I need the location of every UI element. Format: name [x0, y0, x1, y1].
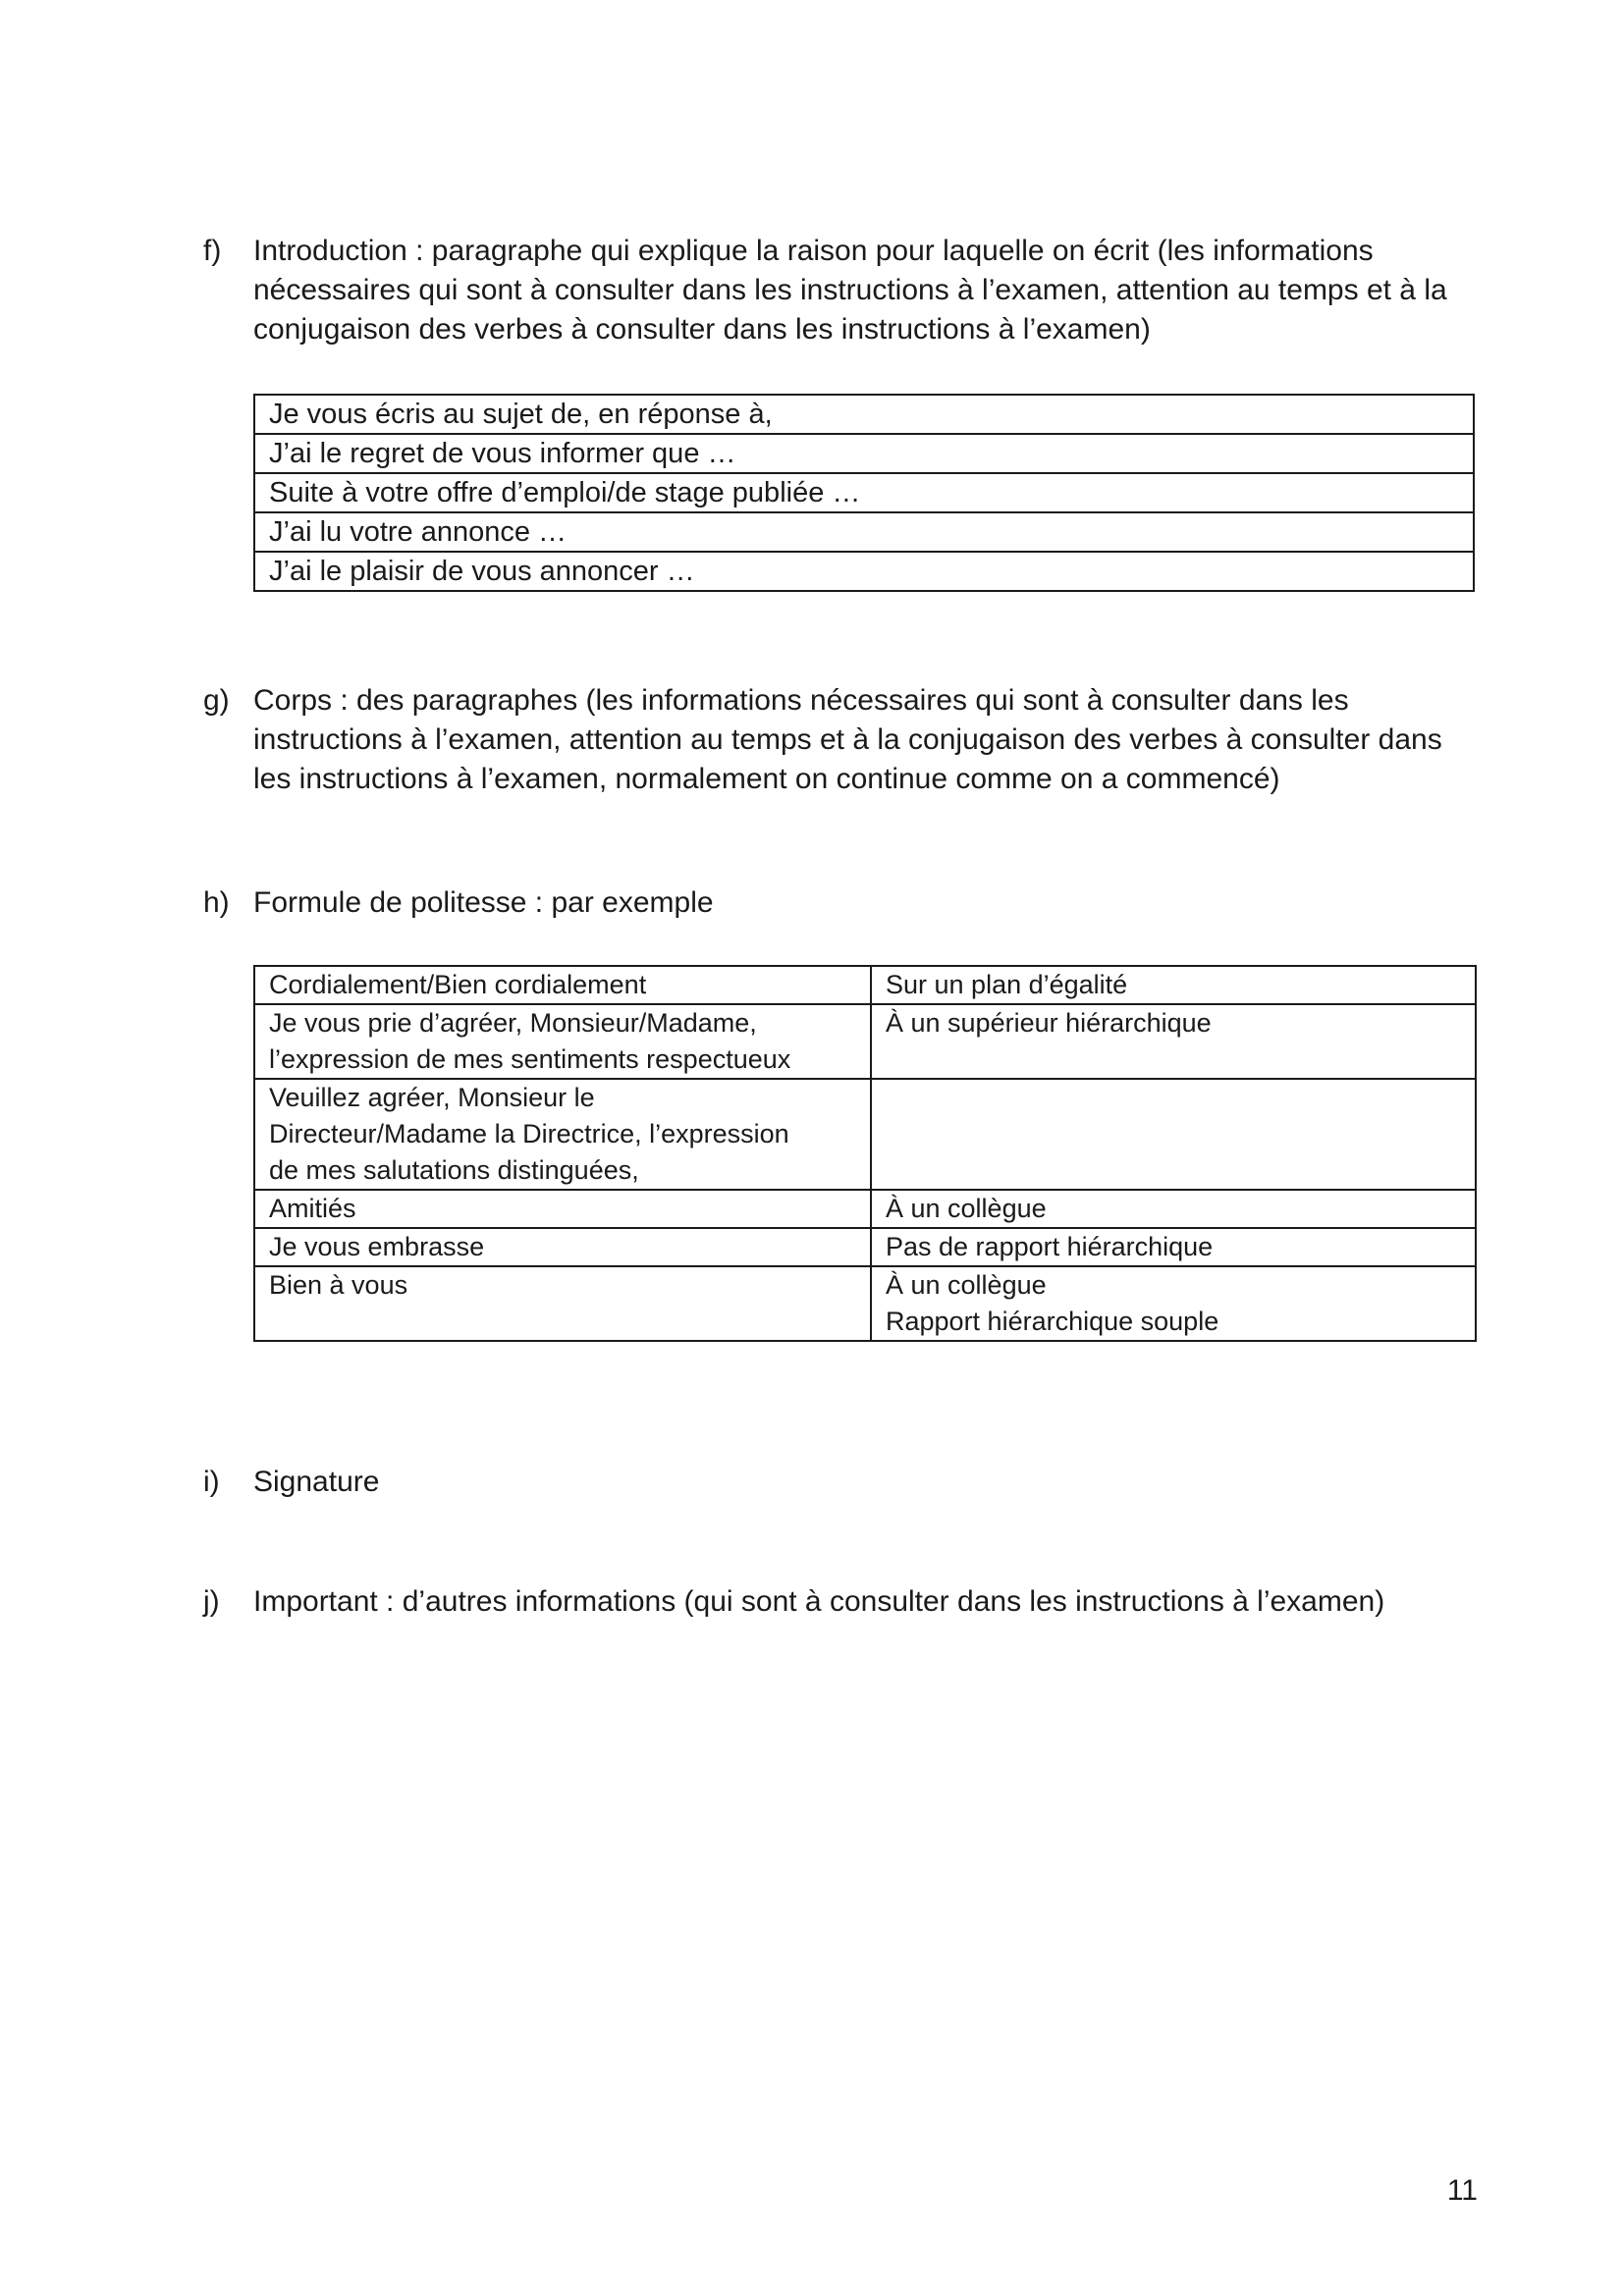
phrase-cell: Je vous écris au sujet de, en réponse à,	[254, 395, 1474, 434]
introduction-phrases-table	[253, 394, 1475, 592]
formule-text: Je vous embrasse	[269, 1232, 485, 1261]
section-i-text: Signature	[253, 1466, 380, 1498]
usage-cell	[871, 1266, 1476, 1341]
formule-cell	[254, 1228, 871, 1266]
usage-text: À un collègue	[886, 1194, 1047, 1223]
section-j-marker: j)	[203, 1585, 220, 1618]
section-g-line: instructions à l’examen, attention au temps et à la conjugaison des verbes à consulter dans	[253, 723, 1442, 756]
table-row	[254, 1004, 1476, 1079]
formule-text: Amitiés	[269, 1194, 356, 1223]
table-row	[254, 512, 1474, 552]
usage-cell	[871, 966, 1476, 1004]
formule-cell	[254, 1266, 871, 1341]
formule-text: Je vous prie d’agréer, Monsieur/Madame,	[269, 1008, 757, 1038]
phrase-cell: J’ai le regret de vous informer que …	[254, 434, 1474, 473]
phrase-cell: J’ai lu votre annonce …	[254, 512, 1474, 552]
section-i-marker: i)	[203, 1466, 220, 1498]
usage-cell	[871, 1004, 1476, 1079]
formule-text: Directeur/Madame la Directrice, l’expression	[269, 1119, 789, 1148]
formule-cell	[254, 1190, 871, 1228]
usage-cell	[871, 1228, 1476, 1266]
usage-text: Sur un plan d’égalité	[886, 970, 1128, 999]
formule-cell	[254, 1004, 871, 1079]
table-row	[254, 1228, 1476, 1266]
page-number: 11	[1446, 2174, 1478, 2207]
table-row	[254, 473, 1474, 512]
section-g-line: Corps : des paragraphes (les informations nécessaires qui sont à consulter dans les	[253, 684, 1349, 717]
phrase-cell: Suite à votre offre d’emploi/de stage publiée …	[254, 473, 1474, 512]
table-row	[254, 1079, 1476, 1190]
section-f-text	[253, 232, 1486, 349]
table-row	[254, 1190, 1476, 1228]
formule-text: l’expression de mes sentiments respectueux	[269, 1044, 791, 1074]
usage-text: À un supérieur hiérarchique	[886, 1008, 1212, 1038]
usage-text: Pas de rapport hiérarchique	[886, 1232, 1214, 1261]
section-g-line: les instructions à l’examen, normalement on continue comme on a commencé)	[253, 763, 1280, 795]
section-f-marker: f)	[203, 235, 222, 267]
table-row	[254, 1266, 1476, 1341]
usage-cell	[871, 1079, 1476, 1190]
formule-cell	[254, 1079, 871, 1190]
usage-text: Rapport hiérarchique souple	[886, 1307, 1219, 1336]
table-row	[254, 966, 1476, 1004]
section-h-text: Formule de politesse : par exemple	[253, 886, 714, 919]
section-h-marker: h)	[203, 886, 230, 919]
usage-text: À un collègue	[886, 1270, 1047, 1300]
table-row	[254, 434, 1474, 473]
section-f-line: Introduction : paragraphe qui explique la raison pour laquelle on écrit (les informations	[253, 235, 1374, 267]
table-row	[254, 395, 1474, 434]
formule-text: Veuillez agréer, Monsieur le	[269, 1083, 595, 1112]
phrase-cell: J’ai le plaisir de vous annoncer …	[254, 552, 1474, 591]
table-row	[254, 552, 1474, 591]
section-f-line: conjugaison des verbes à consulter dans les instructions à l’examen)	[253, 313, 1151, 346]
formule-cell	[254, 966, 871, 1004]
section-j-text: Important : d’autres informations (qui sont à consulter dans les instructions à l’examen)	[253, 1585, 1385, 1618]
section-g-marker: g)	[203, 684, 230, 717]
usage-cell	[871, 1190, 1476, 1228]
section-g-text	[253, 681, 1486, 799]
formule-text: Cordialement/Bien cordialement	[269, 970, 647, 999]
politesse-table	[253, 965, 1477, 1342]
formule-text: Bien à vous	[269, 1270, 408, 1300]
section-f-line: nécessaires qui sont à consulter dans les instructions à l’examen, attention au temps et à la	[253, 274, 1447, 306]
formule-text: de mes salutations distinguées,	[269, 1155, 639, 1185]
